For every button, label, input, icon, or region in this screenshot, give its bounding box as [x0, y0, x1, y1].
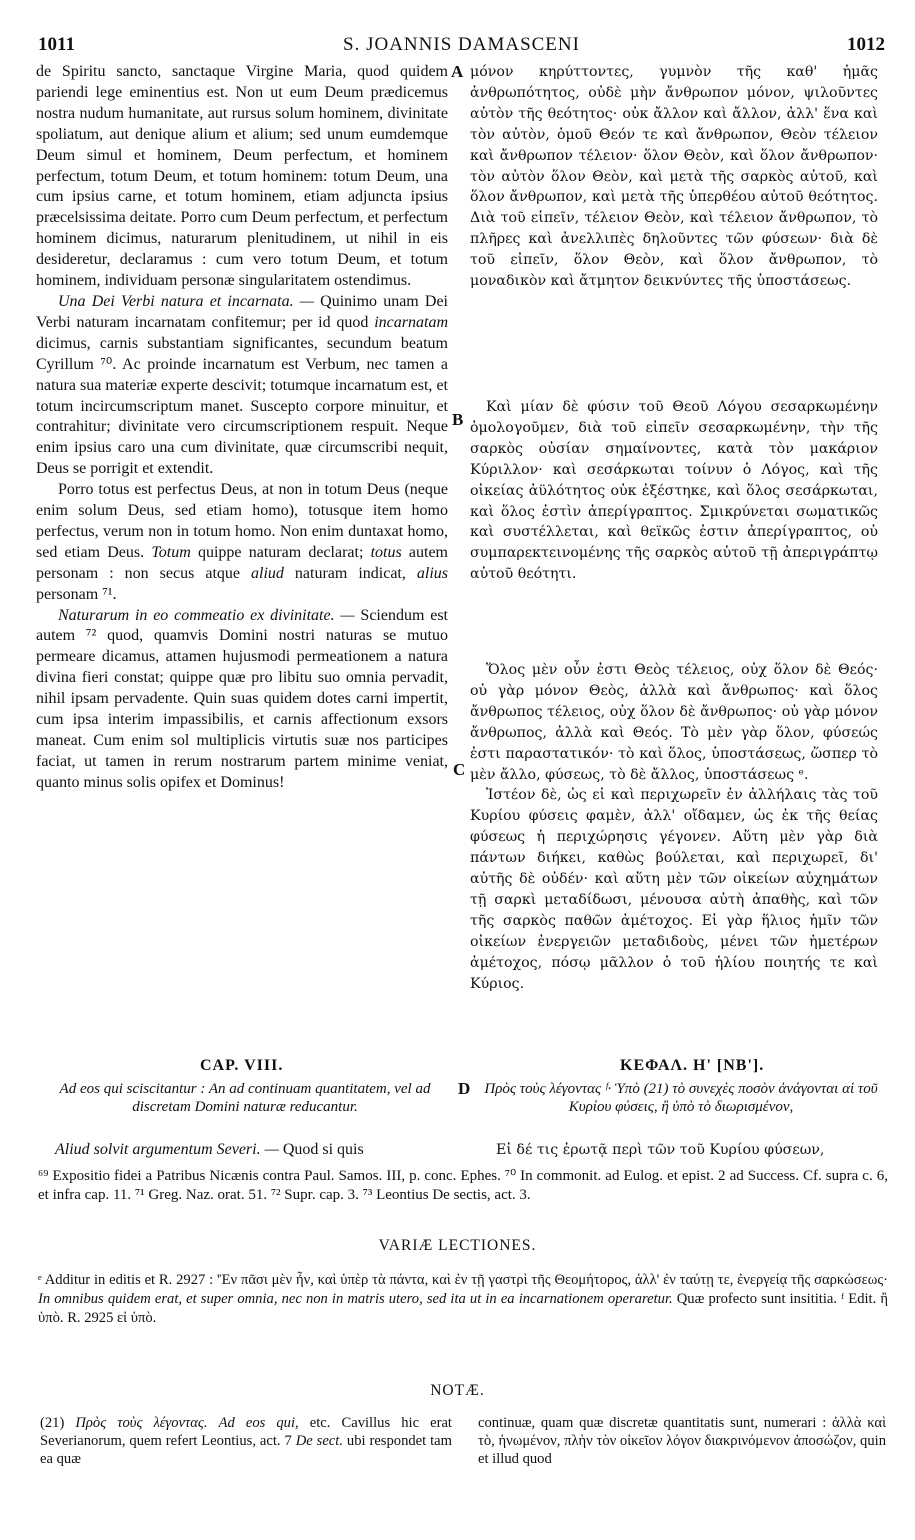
greek-paragraph-2: Καὶ μίαν δὲ φύσιν τοῦ Θεοῦ Λόγου σεσαρκωμένην ὁμολογοῦμεν, διὰ τοῦ εἰπεῖν σεσαρκωμένην, τὴν τῆς σαρκὸς οὐσίαν σημαίνοντες, κατὰ τὸν μακάριον Κύριλλον· καὶ σεσάρκωται τοίνυν ὁ Λόγος, καὶ τῆς οἰκείας ἀϋλότητος οὐκ ἐξέστηκε, καὶ ὅλος σεσάρκωται, καὶ ὅλος ἐστὶν ἀπερίγραπτος. Σμικρύνεται σωματικῶς καὶ συστέλλεται, καὶ θεϊκῶς ἐστιν ἀπερίγραπτος, οὐ συμπαρεκτεινομένης τῆς σαρκὸς αὐτοῦ τῇ ἀπεριγράπτῳ αὐτοῦ θεότητι. — [470, 399, 878, 583]
greek-column — [470, 62, 878, 292]
latin-sidehead-2: Una Dei Verbi natura et incarnata. — — [58, 292, 314, 310]
greek-column-c — [470, 660, 878, 995]
latin-paragraph-3: Porro totus est perfectus Deus, at non in totum Deus (neque enim solum Deus, sed etiam homo), totusque item homo perfectus, verum non in totum homo. Non enim duntaxat homo, sed etiam Deus. Totum quippe naturam declarat; totus autem personam : non secus atque aliud naturam indicat, alius personam ⁷¹. — [36, 481, 449, 603]
chapter-heading-latin: CAP. VIII. — [200, 1057, 284, 1074]
margin-mark-c: C — [453, 760, 466, 779]
footnotes: ⁶⁹ Expositio fidei a Patribus Nicænis contra Paul. Samos. III, p. conc. Ephes. ⁷⁰ In commonit. ad Eulog. et epist. 2 ad Success. Cf. supra c. 6, et infra cap. 11. ⁷¹ Greg. Naz. orat. 51. ⁷² Supr. cap. 3. ⁷³ Leontius De sectis, act. 3. — [38, 1168, 888, 1203]
latin-sidehead-4: Naturarum in eo commeatio ex divinitate. — — [58, 606, 355, 624]
latin-column — [36, 62, 448, 794]
chapter-heading-greek: ΚΕΦΑΛ. Η' [ΝΒ']. — [620, 1057, 765, 1074]
latin-paragraph-2: Una Dei Verbi natura et incarnata. — Quinimo unam Dei Verbi naturam incarnatam confitemur; per id quod incarnatam dicimus, carnis substantiam significantes, secundum beatum Cyrillum ⁷⁰. Ac proinde incarnatum est Verbum, nec tamen a natura sua materiæ experte descivit; totumque incarnatum est, et totum incircumscriptum manet. Suscepto corpore minuitur, et contrahitur; divinitate vero circumscriptionem respuit. Neque enim ipsius caro una cum divinitate, quæ circumscribi nequit, Deus se porrigit et extendit. — [36, 292, 448, 478]
margin-mark-a: A — [451, 62, 464, 81]
margin-mark-b: B — [452, 410, 464, 429]
latin-paragraph-4: Naturarum in eo commeatio ex divinitate. — Sciendum est autem ⁷² quod, quamvis Domini nostri naturas se mutuo permeare dicamus, attamen hujusmodi permeationem a natura divina fieri constat; quippe quæ pro libitu suo omnia pervadit, nihil ipsam pervadente. Quin suas quidem dotes carni impertit, cum ipsa interim impassibilis, et carnis affectionum exsors maneat. Cum enim sol multiplicis virtutis suæ nos participes faciat, ut tamen in rerum nostrarum partem minime veniat, quanto minus solis opifex et Dominus! — [36, 606, 448, 791]
greek-paragraph-4: Ἰστέον δὲ, ὡς εἰ καὶ περιχωρεῖν ἐν ἀλλήλαις τὰς τοῦ Κυρίου φύσεις φαμὲν, ἀλλ' οἴδαμεν, ὡς ἐκ τῆς θείας φύσεως ἡ περιχώρησις γέγονεν. Αὕτη μὲν γὰρ διὰ πάντων διήκει, καθὼς βούλεται, καὶ περιχωρεῖ, δι' αὐτῆς δὲ οὐδέν· καὶ αὕτη μὲν τῶν οἰκείων αὐχημάτων τῇ σαρκὶ μεταδίδωσι, μένουσα αὐτὴ ἀπαθὴς, καὶ τῶν τῆς σαρκὸς παθῶν ἀμέτοχος. Εἰ γὰρ ἥλιος ἡμῖν τῶν οἰκείων ἐνεργειῶν μεταδιδοὺς, μένει τῶν ἡμετέρων ἀμέτοχος, πόσῳ μᾶλλον ὁ τοῦ ἡλίου ποιητής τε καὶ Κύριος. — [470, 787, 878, 992]
chapter-start-latin: Aliud solvit argumentum Severi. — Quod si quis — [55, 1141, 364, 1158]
greek-column-b — [470, 397, 878, 585]
page-number-left: 1011 — [38, 34, 75, 55]
notae-left: (21) Πρὸς τοὺς λέγοντας. Ad eos qui, etc. Cavillus hic erat Severianorum, quem refert Leontius, act. 7 De sect. ubi respondet tam ea quæ — [40, 1415, 452, 1467]
chapter-start-greek: Εἰ δέ τις ἐρωτᾷ περὶ τῶν τοῦ Κυρίου φύσεων, — [496, 1142, 825, 1158]
chapter-title-latin: Ad eos qui sciscitantur : An ad continuam quantitatem, vel ad discretam Domini naturæ reducantur. — [59, 1081, 431, 1115]
variae-lectiones-text: ᵉ Additur in editis et R. 2927 : 'Ἐν πᾶσι μὲν ἦν, καὶ ὑπὲρ τὰ πάντα, καὶ ἐν τῇ γαστρὶ τῆς Θεομήτορος, ἀλλ' ἐν ταύτῃ τε, ἐνεργείᾳ τῆς σαρκώσεως· In omnibus quidem erat, et super omnia, nec non in matris utero, sed ita ut in ea incarnationem operaretur. Quæ profecto sunt insititia. ᶠ Edit. ἢ ὑπὸ. R. 2925 εἰ ὑπὸ. — [38, 1272, 888, 1326]
page-number-right: 1012 — [847, 34, 885, 55]
variae-lectiones-heading: VARIÆ LECTIONES. — [378, 1237, 537, 1254]
greek-paragraph-1: μόνον κηρύττοντες, γυμνὸν τῆς καθ' ἡμᾶς ἀνθρωπότητος, οὐδὲ μὴν ἄνθρωπον μόνον, ψιλοῦντες αὐτὸν τῆς θεότητος· οὐκ ἄλλον καὶ ἄλλον, ἀλλ' ἕνα καὶ τὸν αὐτὸν, ὁμοῦ Θεόν τε καὶ ἄνθρωπον, Θεὸν τέλειον καὶ ἄνθρωπον τέλειον· ὅλον Θεὸν, καὶ ὅλον ἄνθρωπον· τὸν αὐτὸν ὅλον Θεὸν, καὶ μετὰ τῆς σαρκὸς αὐτοῦ, καὶ ὅλον ἄνθρωπον, καὶ μετὰ τῆς ὑπερθέου αὐτοῦ θεότητος. Διὰ τοῦ εἰπεῖν, τέλειον Θεὸν, καὶ τέλειον ἄνθρωπον, τὸ πλῆρες καὶ ἀνελλιπὲς δηλοῦντες τῶν φύσεων· διὰ δὲ τοῦ εἰπεῖν, ὅλον Θεὸν, καὶ ὅλον ἄνθρωπον, τὸ μοναδικὸν καὶ ἄτμητον δεικνύντες τῆς ὑποστάσεως. — [470, 64, 878, 290]
notae-heading: NOTÆ. — [430, 1382, 485, 1399]
running-title: S. JOANNIS DAMASCENI — [343, 34, 580, 55]
chapter-title-greek: Πρὸς τοὺς λέγοντας ᶠ· Ὑπὸ (21) τὸ συνεχὲς ποσὸν ἀνάγονται αἱ τοῦ Κυρίου φύσεις, ἢ ὑπὸ τὸ διωρισμένον, — [484, 1081, 878, 1115]
margin-mark-d: D — [458, 1079, 471, 1098]
notae-right: continuæ, quam quæ discretæ quantitatis sunt, numerari : ἀλλὰ καὶ τὸ, ἡνωμένον, πλὴν τὸν οἰκεῖον λόγον διακρινόμενον ἀποσώζον, quin et illud quod — [478, 1415, 886, 1467]
latin-paragraph-1: de Spiritu sancto, sanctaque Virgine Maria, quod quidem pariendi lege eminentius est. Non ut eum Deum prædicemus nostra nudum humanitate, aut rursus solum hominem, divinitate spoliatum, aut denique alium et alium; sed unum eumdemque Deum simul et hominem, Deum perfectum, et hominem perfectum, totum Deum, et totum hominem: totum Deum, una cum ipsius carne, et totum hominem, etiam adjuncta ipsius præcelsissima deitate. Porro cum Deum perfectum, et perfectum hominem dicimus, naturarum plenitudinem, ut nihil in eis desideretur, declaramus : cum vero totum Deum, et totum hominem, individuam personæ singularitatem ostendimus. — [36, 63, 448, 290]
running-header — [38, 34, 885, 58]
greek-paragraph-3: Ὅλος μὲν οὖν ἐστι Θεὸς τέλειος, οὐχ ὅλον δὲ Θεός· οὐ γὰρ μόνον Θεὸς, ἀλλὰ καὶ ἄνθρωπος· καὶ ὅλος ἄνθρωπος τέλειος, οὐχ ὅλον δὲ ἄνθρωπος· οὐ γὰρ μόνον ἄνθρωπος, ἀλλὰ καὶ Θεός. Τὸ μὲν γὰρ ὅλον, φύσεώς ἐστι παραστατικόν· τὸ καὶ ὅλος, ὑποστάσεως, ὥσπερ τὸ μὲν ἄλλο, φύσεως, τὸ δὲ ἄλλος, ὑποστάσεως ᵉ. — [470, 662, 878, 783]
